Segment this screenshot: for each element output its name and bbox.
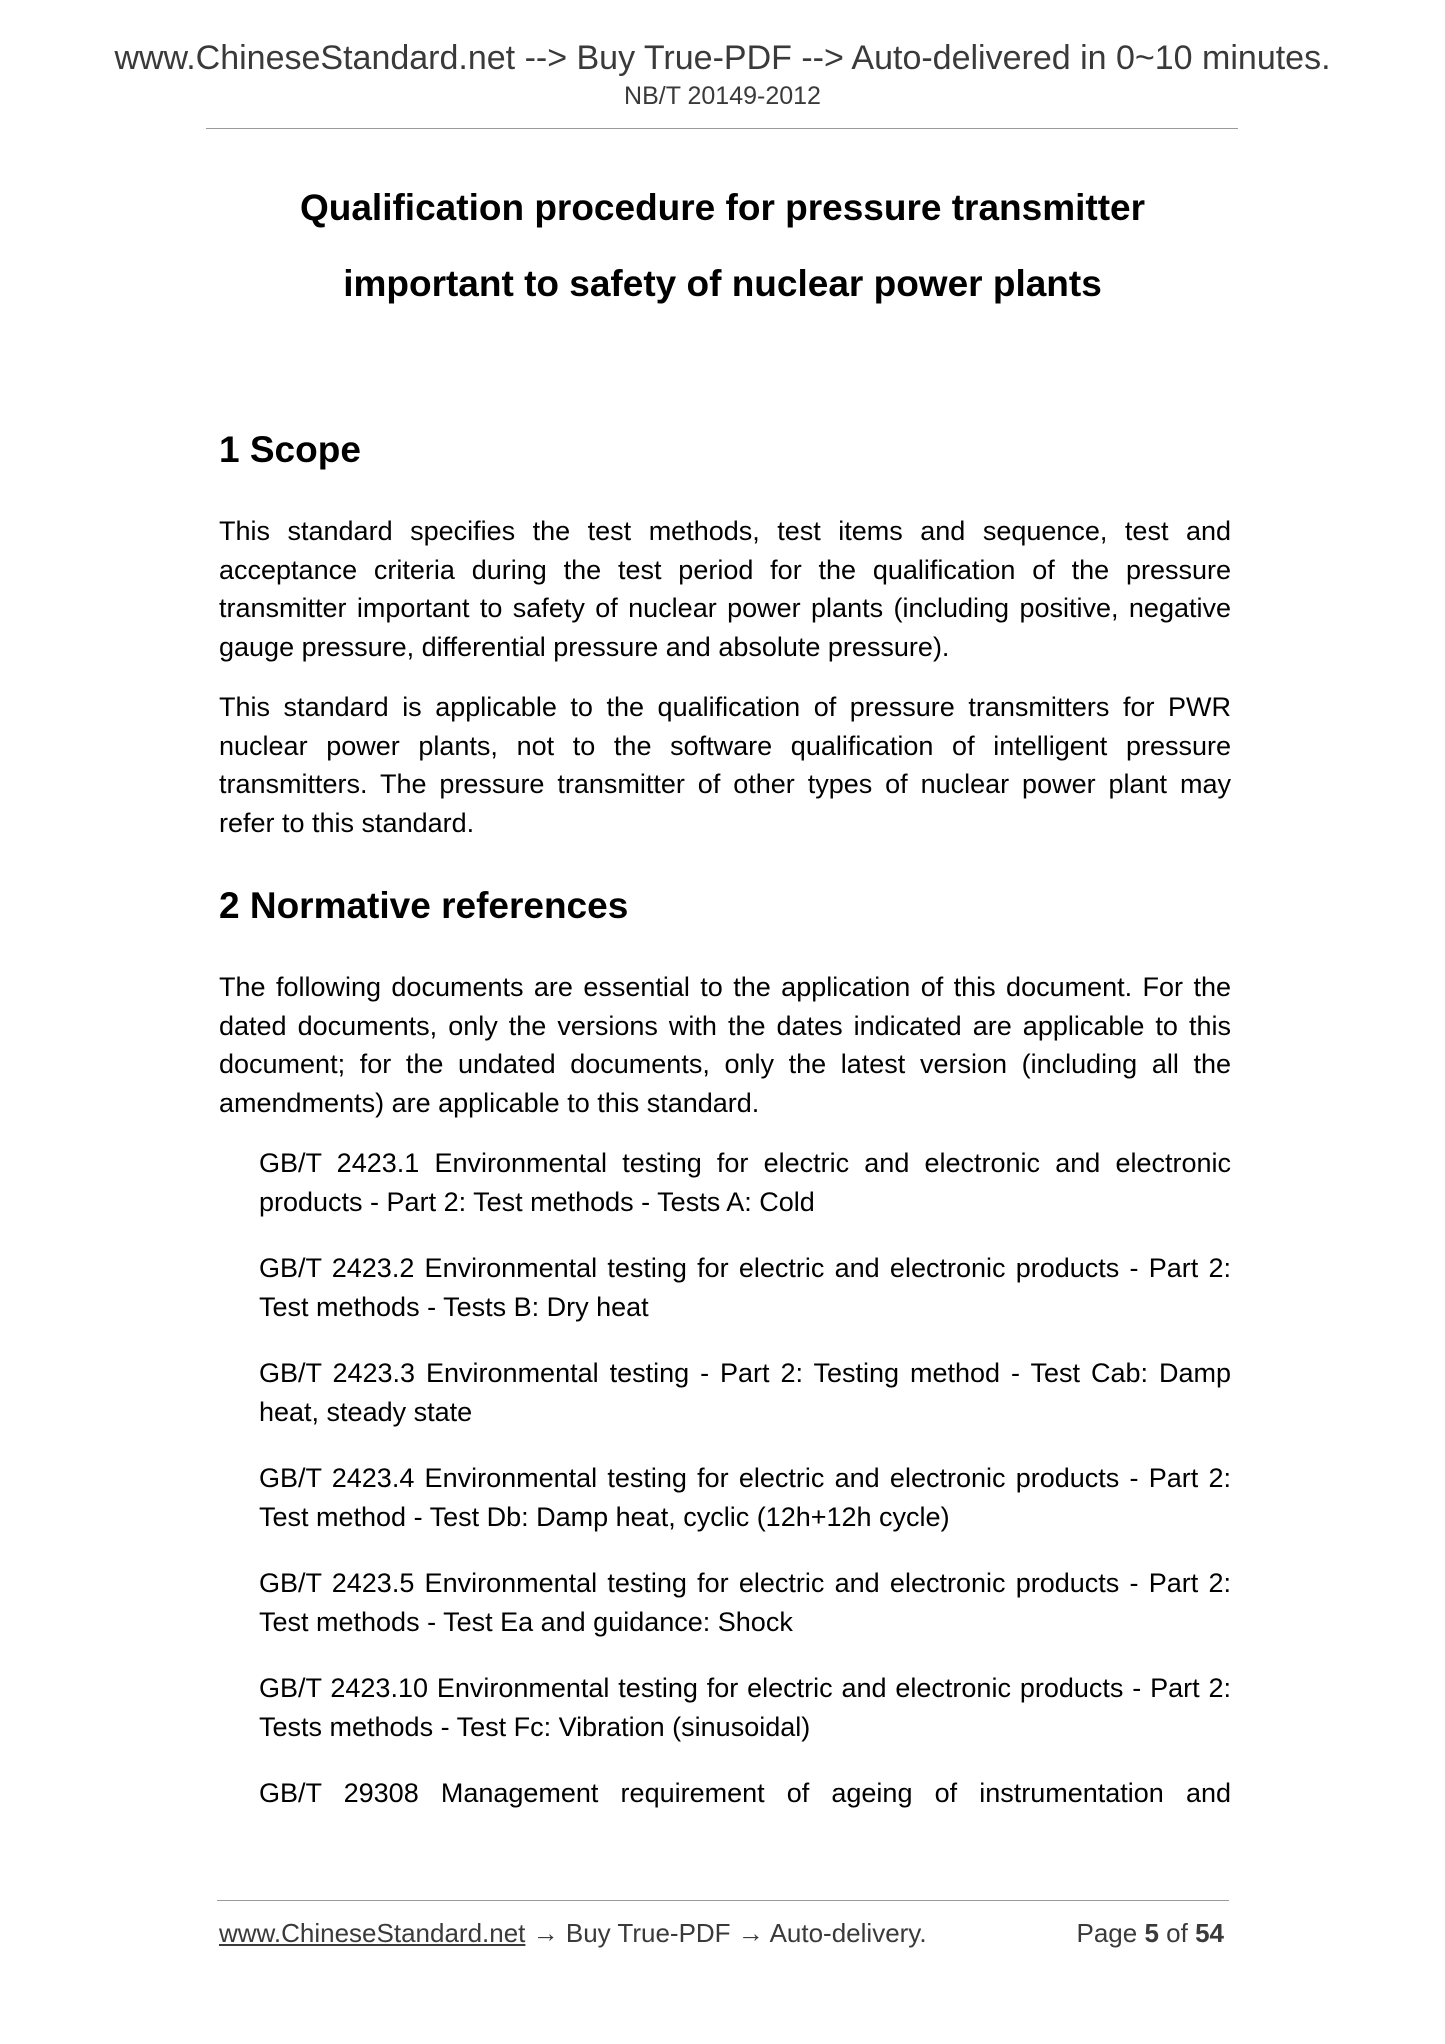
footer-promo [219, 1915, 927, 1951]
reference-item: GB/T 29308 Management requirement of ageing of instrumentation and [259, 1778, 1231, 1808]
title-line-2: important to safety of nuclear power plants [343, 263, 1102, 304]
footer-divider [217, 1900, 1229, 1901]
footer-website-link[interactable]: www.ChineseStandard.net [219, 1918, 526, 1948]
section-heading-scope: 1 Scope [219, 429, 361, 470]
header-divider [206, 128, 1238, 129]
reference-item: GB/T 2423.3 Environmental testing - Part 2: Testing method - Test Cab: Damp heat, steady state [259, 1358, 1231, 1427]
section-heading-normative-references: 2 Normative references [219, 885, 629, 926]
reference-item: GB/T 2423.10 Environmental testing for electric and electronic products - Part 2: Tests methods - Test Fc: Vibration (sinusoidal) [259, 1673, 1231, 1742]
page-of-label: of [1166, 1918, 1188, 1948]
reference-item: GB/T 2423.2 Environmental testing for electric and electronic products - Part 2: Test methods - Tests B: Dry heat [259, 1253, 1231, 1322]
reference-item: GB/T 2423.1 Environmental testing for electric and electronic and electronic products - Part 2: Test methods - Tests A: Cold [259, 1148, 1231, 1217]
document-number: NB/T 20149-2012 [624, 82, 821, 110]
page-total-number: 54 [1195, 1918, 1224, 1948]
scope-paragraph-1: This standard specifies the test methods, test items and sequence, test and acceptance criteria during the test period for the qualification of the pressure transmitter important to safety of nuclear power plants (including positive, negative gauge pressure, differential pressure and absolute pressure). [219, 516, 1231, 662]
reference-item: GB/T 2423.5 Environmental testing for electric and electronic products - Part 2: Test methods - Test Ea and guidance: Shock [259, 1568, 1231, 1637]
reference-item: GB/T 2423.4 Environmental testing for electric and electronic products - Part 2: Test method - Test Db: Damp heat, cyclic (12h+12h cycle) [259, 1463, 1231, 1532]
page-current-number: 5 [1144, 1918, 1159, 1948]
footer-tail-text: → Buy True-PDF → Auto-delivery. [525, 1918, 927, 1948]
document-title [0, 170, 1445, 322]
title-line-1: Qualification procedure for pressure transmitter [299, 187, 1146, 228]
header-banner: www.ChineseStandard.net --> Buy True-PDF --> Auto-delivered in 0~10 minutes. [114, 39, 1331, 77]
normative-intro-paragraph: The following documents are essential to the application of this document. For the dated documents, only the versions with the dates indicated are applicable to this document; for the undated documents, only the latest version (including all the amendments) are applicable to this standard. [219, 972, 1231, 1118]
page-indicator [1076, 1915, 1224, 1951]
page-label: Page [1076, 1918, 1138, 1948]
document-body [219, 420, 1231, 1813]
scope-paragraph-2: This standard is applicable to the qualification of pressure transmitters for PWR nuclear power plants, not to the software qualification of intelligent pressure transmitters. The pressure transmitter of other types of nuclear power plant may refer to this standard. [219, 692, 1231, 838]
